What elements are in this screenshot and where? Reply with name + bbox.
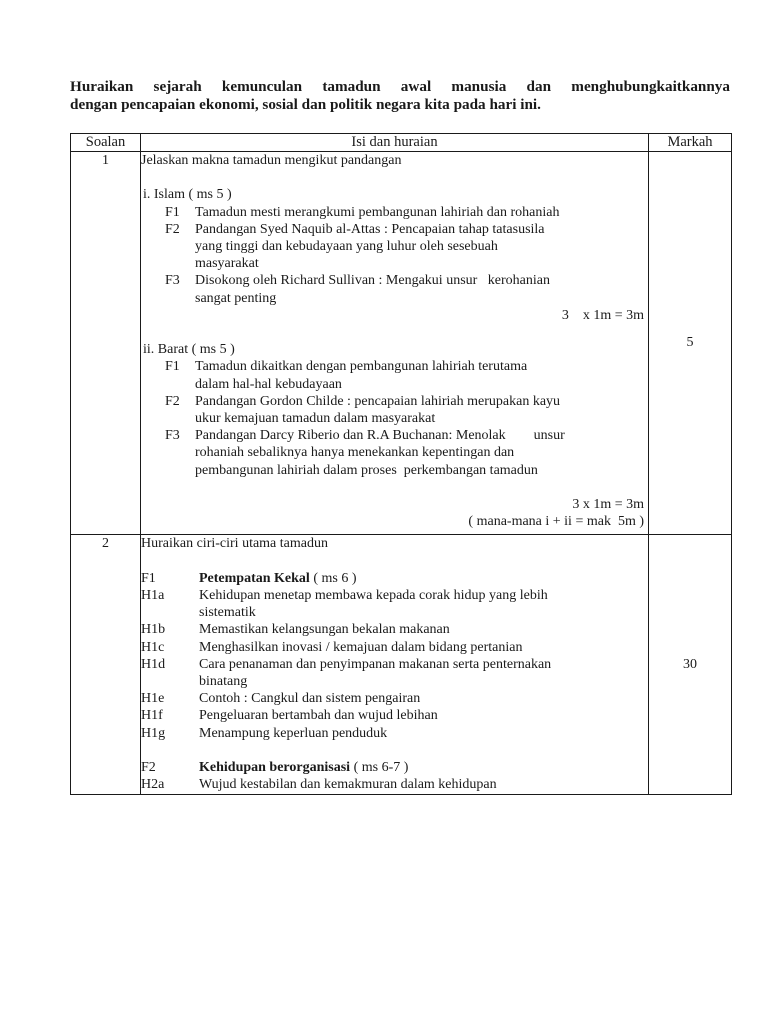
h1f-item: H1f Pengeluaran bertambah dan wujud lebihan (141, 708, 438, 724)
point-i-f3: F3 Disokong oleh Richard Sullivan : Mengakui unsur kerohanian sangat penting (165, 273, 550, 306)
section-i-heading: i. Islam ( ms 5 ) (143, 187, 232, 203)
h1c-item: H1c Menghasilkan inovasi / kemajuan dalam bidang pertanian (141, 639, 523, 655)
table-row-question-2 (71, 535, 732, 795)
h1e-item: H1e Contoh : Cangkul dan sistem pengairan (141, 691, 421, 707)
title-line-1: Huraikan sejarah kemunculan tamadun awal manusia dan menghubungkaitkannya (70, 78, 730, 95)
question-2-content (141, 535, 649, 795)
h2a-item: H2a Wujud kestabilan dan kemakmuran dalam kehidupan (141, 777, 497, 793)
point-ii-f3: F3 Pandangan Darcy Riberio dan R.A Buchanan: Menolak unsur rohaniah sebaliknya hanya menekankan kepentingan dan pembangunan lahiriah dalam proses perkembangan tamadun (165, 428, 565, 478)
header-isi-dan-huraian: Isi dan huraian (141, 134, 649, 152)
f1-heading: F1 Petempatan Kekal ( ms 6 ) (141, 570, 357, 586)
section-ii-note: ( mana-mana i + ii = mak 5m ) (468, 514, 644, 530)
section-i-calc: 3 x 1m = 3m (561, 307, 644, 323)
question-1-text: Jelaskan makna tamadun mengikut pandangan (141, 153, 402, 168)
question-2-text: Huraikan ciri-ciri utama tamadun (141, 536, 328, 552)
question-1-content (141, 152, 649, 535)
f2-heading: F2 Kehidupan berorganisasi ( ms 6-7 ) (141, 760, 409, 776)
question-2-number: 2 (71, 535, 141, 795)
title-line-2: dengan pencapaian ekonomi, sosial dan politik negara kita pada hari ini. (70, 96, 541, 113)
h1a-item: H1a Kehidupan menetap membawa kepada corak hidup yang lebih sistematik (141, 588, 548, 621)
document-title (70, 78, 730, 114)
section-i-points (141, 204, 648, 307)
point-i-f2: F2 Pandangan Syed Naquib al-Attas : Pencapaian tahap tatasusila yang tinggi dan kebudayaan yang luhur oleh sesebuah masyarakat (165, 221, 545, 272)
question-2-mark: 30 (649, 535, 732, 795)
h1b-item: H1b Memastikan kelangsungan bekalan makanan (141, 622, 450, 638)
point-ii-f1: F1 Tamadun dikaitkan dengan pembangunan lahiriah terutama dalam hal-hal kebudayaan (165, 359, 528, 392)
answer-scheme-table (70, 133, 732, 795)
point-ii-f2: F2 Pandangan Gordon Childe : pencapaian lahiriah merupakan kayu ukur kemajuan tamadun dalam masyarakat (165, 393, 561, 427)
h1g-item: H1g Menampung keperluan penduduk (141, 725, 388, 741)
question-1-number: 1 (71, 152, 141, 535)
table-header-row (71, 134, 732, 152)
h1d-item: H1d Cara penanaman dan penyimpanan makanan serta penternakan binatang (141, 656, 552, 690)
table-row-question-1 (71, 152, 732, 535)
section-ii-points (141, 358, 648, 478)
header-markah: Markah (649, 134, 732, 152)
section-ii-calc: 3 x 1m = 3m (572, 497, 644, 513)
section-ii-heading: ii. Barat ( ms 5 ) (143, 342, 235, 358)
question-1-mark: 5 (649, 152, 732, 535)
header-soalan: Soalan (71, 134, 141, 152)
point-i-f1: F1 Tamadun mesti merangkumi pembangunan lahiriah dan rohaniah (165, 204, 560, 220)
